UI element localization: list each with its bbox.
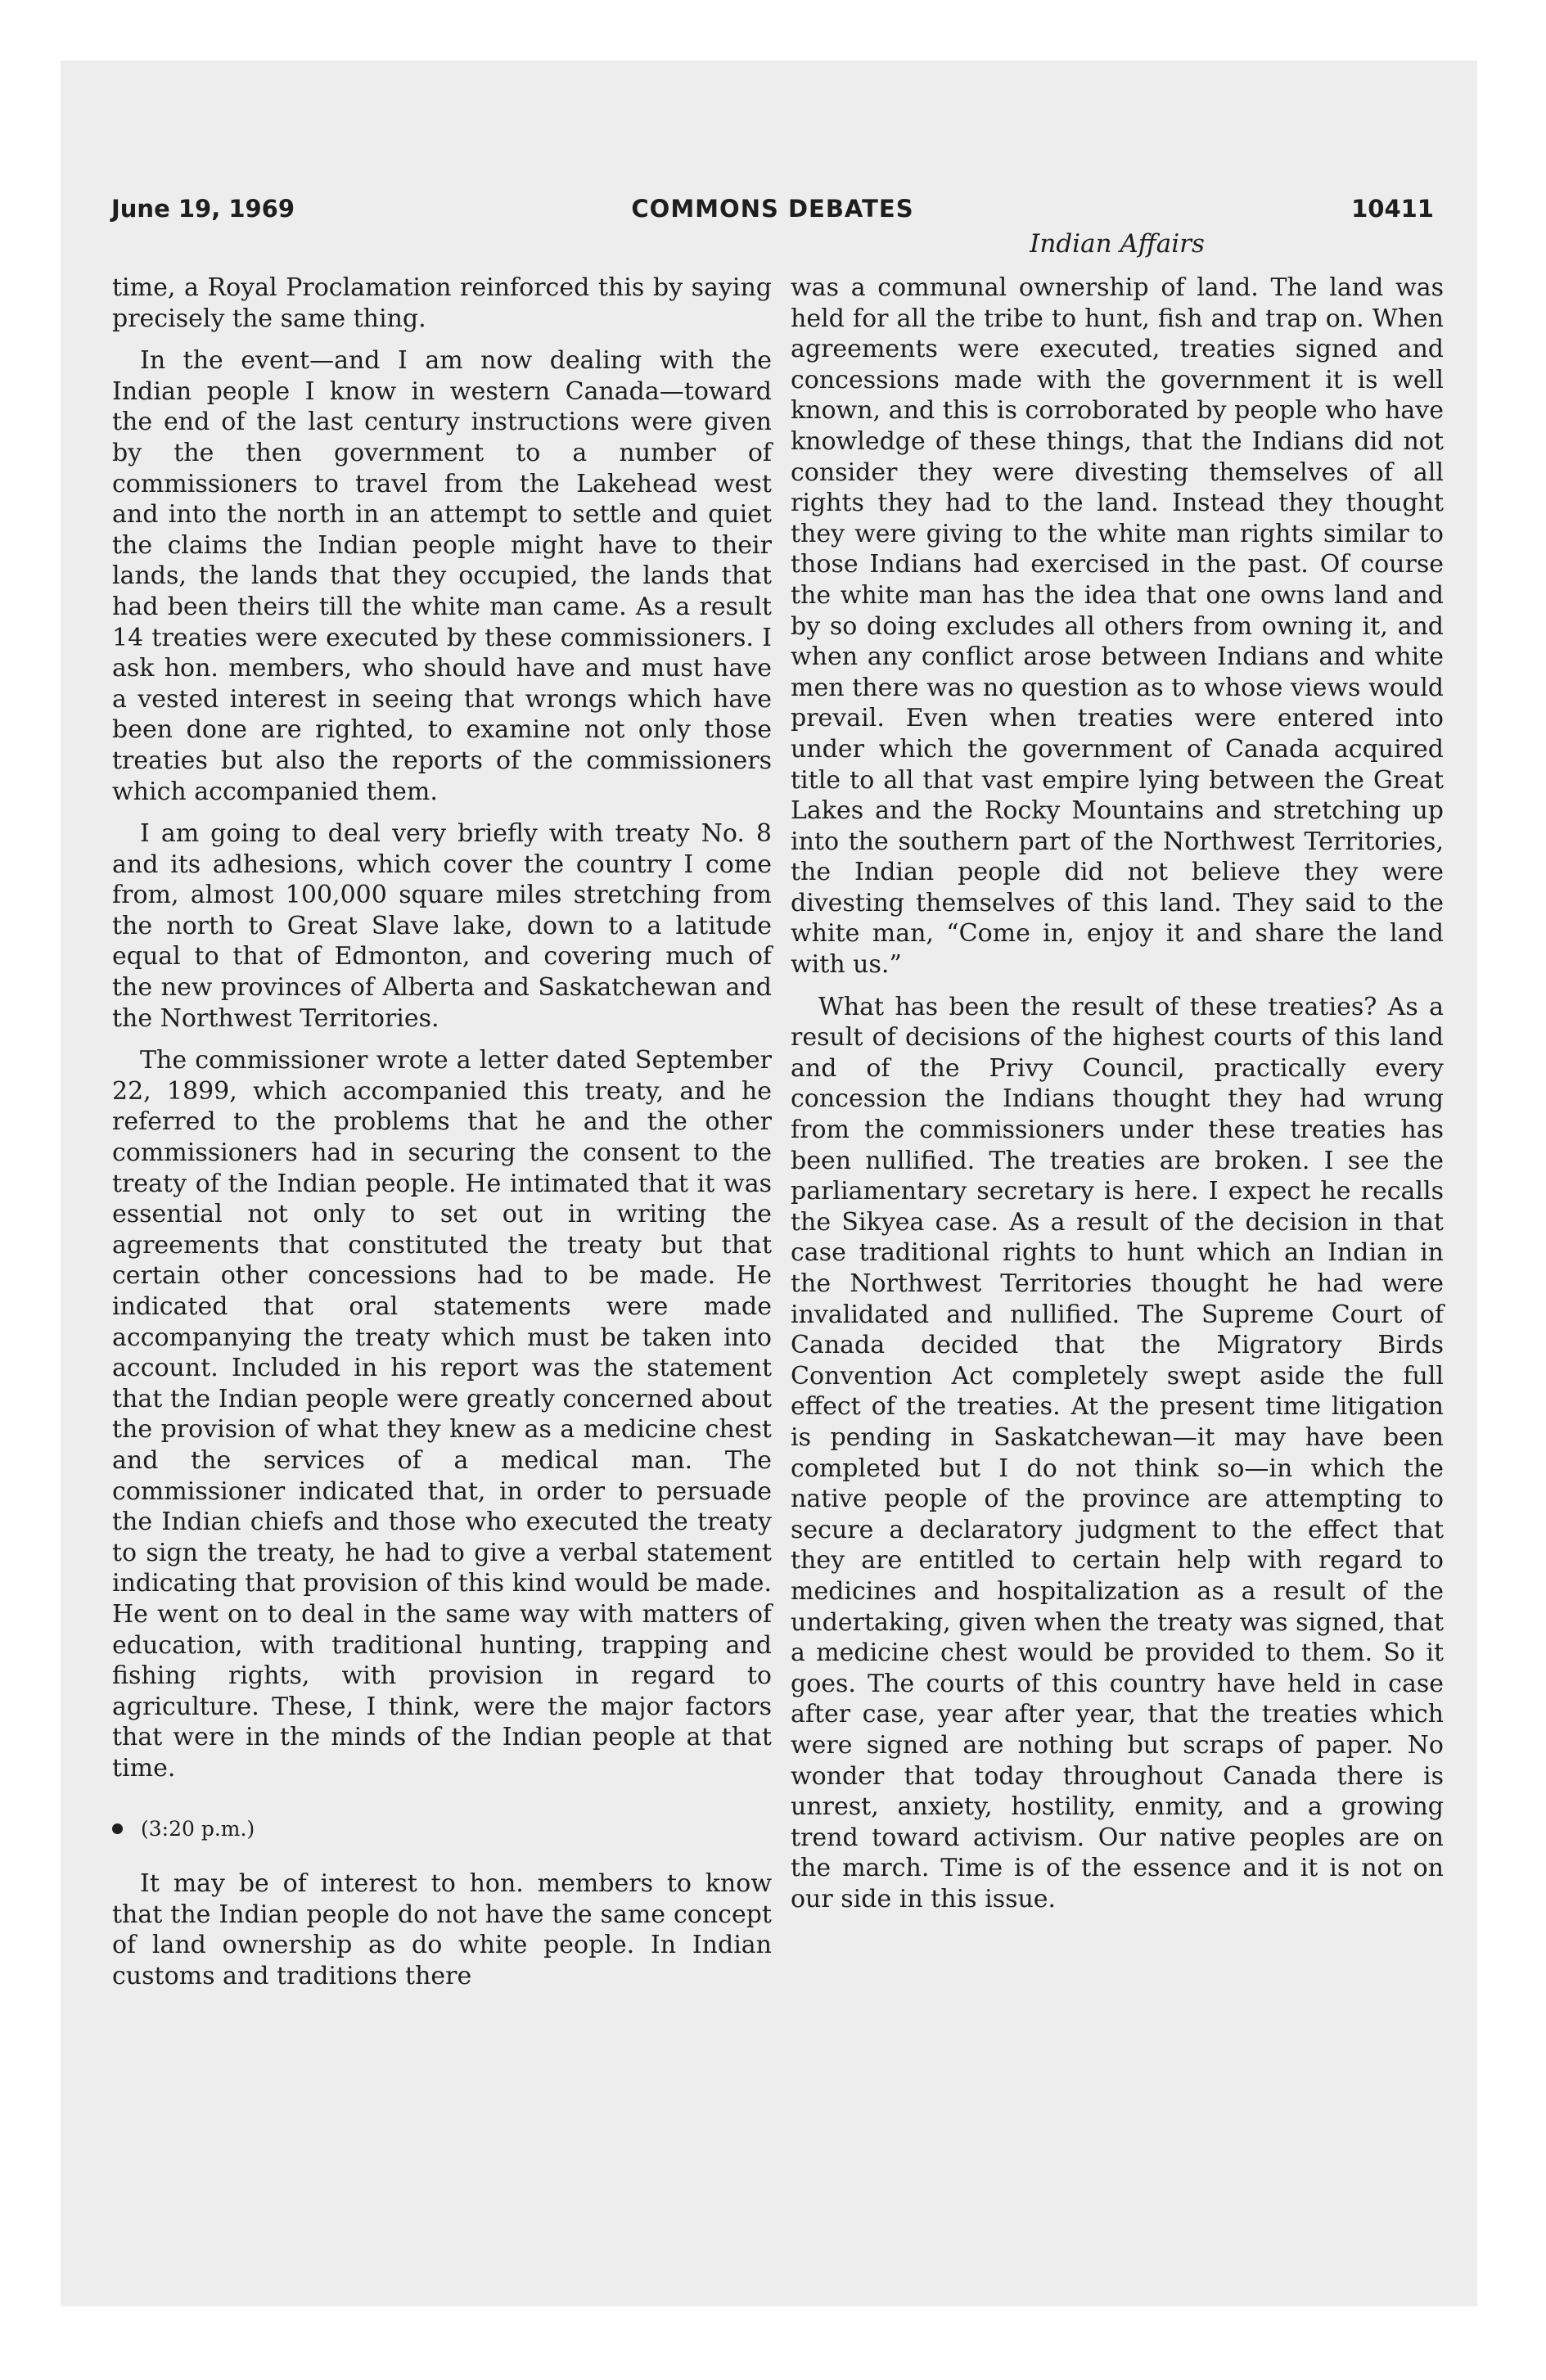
header-publication: COMMONS DEBATES	[631, 195, 914, 223]
left-column	[112, 273, 772, 2003]
left-paragraph-2: In the event—and I am now dealing with the Indian people I know in western Canada—toward the end of the last century instructions were given by the then government to a number of commissioners to travel from the Lakehead west and into the north in an attempt to settle and quiet the claims the Indian people might have to their lands, the lands that they occupied, the lands that had been theirs till the white man came. As a result 14 treaties were executed by these commissioners. I ask hon. members, who should have and must have a vested interest in seeing that wrongs which have been done are righted, to examine not only those treaties but also the reports of the commissioners which accompanied them.	[112, 346, 772, 806]
time-stamp-text: (3:20 p.m.)	[141, 1816, 255, 1841]
left-paragraph-4: The commissioner wrote a letter dated September 22, 1899, which accompanied this treaty, and he referred to the problems that he and the other commissioners had in securing the consent to the treaty of the Indian people. He intimated that it was essential not only to set out in writing the agreements that constituted the treaty but that certain other concessions had to be made. He indicated that oral statements were made accompanying the treaty which must be taken into account. Included in his report was the statement that the Indian people were greatly concerned about the provision of what they knew as a medicine chest and the services of a medical man. The commissioner indicated that, in order to persuade the Indian chiefs and those who executed the treaty to sign the treaty, he had to give a verbal statement indicating that provision of this kind would be made. He went on to deal in the same way with matters of education, with traditional hunting, trapping and fishing rights, with provision in regard to agriculture. These, I think, were the major factors that were in the minds of the Indian people at that time.	[112, 1046, 772, 1783]
header-page-number: 10411	[1351, 195, 1434, 223]
header-date: June 19, 1969	[111, 195, 295, 223]
bullet-icon	[112, 1823, 123, 1834]
left-paragraph-1: time, a Royal Proclamation reinforced this by saying precisely the same thing.	[112, 273, 772, 333]
right-paragraph-2: What has been the result of these treaties? As a result of decisions of the highest courts of this land and of the Privy Council, practically every concession the Indians thought they had wrung from the commissioners under these treaties has been nullified. The treaties are broken. I see the parliamentary secretary is here. I expect he recalls the Sikyea case. As a result of the decision in that case traditional rights to hunt which an Indian in the Northwest Territories thought he had were invalidated and nullified. The Supreme Court of Canada decided that the Migratory Birds Convention Act completely swept aside the full effect of the treaties. At the present time litigation is pending in Saskatchewan—it may have been completed but I do not think so—in which the native people of the province are attempting to secure a declaratory judgment to the effect that they are entitled to certain help with regard to medicines and hospitalization as a result of the undertaking, given when the treaty was signed, that a medicine chest would be provided to them. So it goes. The courts of this country have held in case after case, year after year, that the treaties which were signed are nothing but scraps of paper. No wonder that today throughout Canada there is unrest, anxiety, hostility, enmity, and a growing trend toward activism. Our native peoples are on the march. Time is of the essence and it is not on our side in this issue.	[791, 992, 1444, 1913]
left-closing-paragraph: It may be of interest to hon. members to know that the Indian people do not have the same concept of land ownership as do white people. In Indian customs and traditions there	[112, 1869, 772, 1990]
right-paragraph-1: was a communal ownership of land. The land was held for all the tribe to hunt, fish and trap on. When agreements were executed, treaties signed and concessions made with the government it is well known, and this is corroborated by people who have knowledge of these things, that the Indians did not consider they were divesting themselves of all rights they had to the land. Instead they thought they were giving to the white man rights similar to those Indians had exercised in the past. Of course the white man has the idea that one owns land and by so doing excludes all others from owning it, and when any conflict arose between Indians and white men there was no question as to whose views would prevail. Even when treaties were entered into under which the government of Canada acquired title to all that vast empire lying between the Great Lakes and the Rocky Mountains and stretching up into the southern part of the Northwest Territories, the Indian people did not believe they were divesting themselves of this land. They said to the white man, “Come in, enjoy it and share the land with us.”	[791, 273, 1444, 980]
right-column	[791, 273, 1444, 1926]
time-stamp	[112, 1814, 772, 1845]
page-header	[111, 195, 1434, 228]
section-title: Indian Affairs	[1030, 229, 1205, 259]
left-paragraph-3: I am going to deal very briefly with treaty No. 8 and its adhesions, which cover the country I come from, almost 100,000 square miles stretching from the north to Great Slave lake, down to a latitude equal to that of Edmonton, and covering much of the new provinces of Alberta and Saskatchewan and the Northwest Territories.	[112, 819, 772, 1033]
